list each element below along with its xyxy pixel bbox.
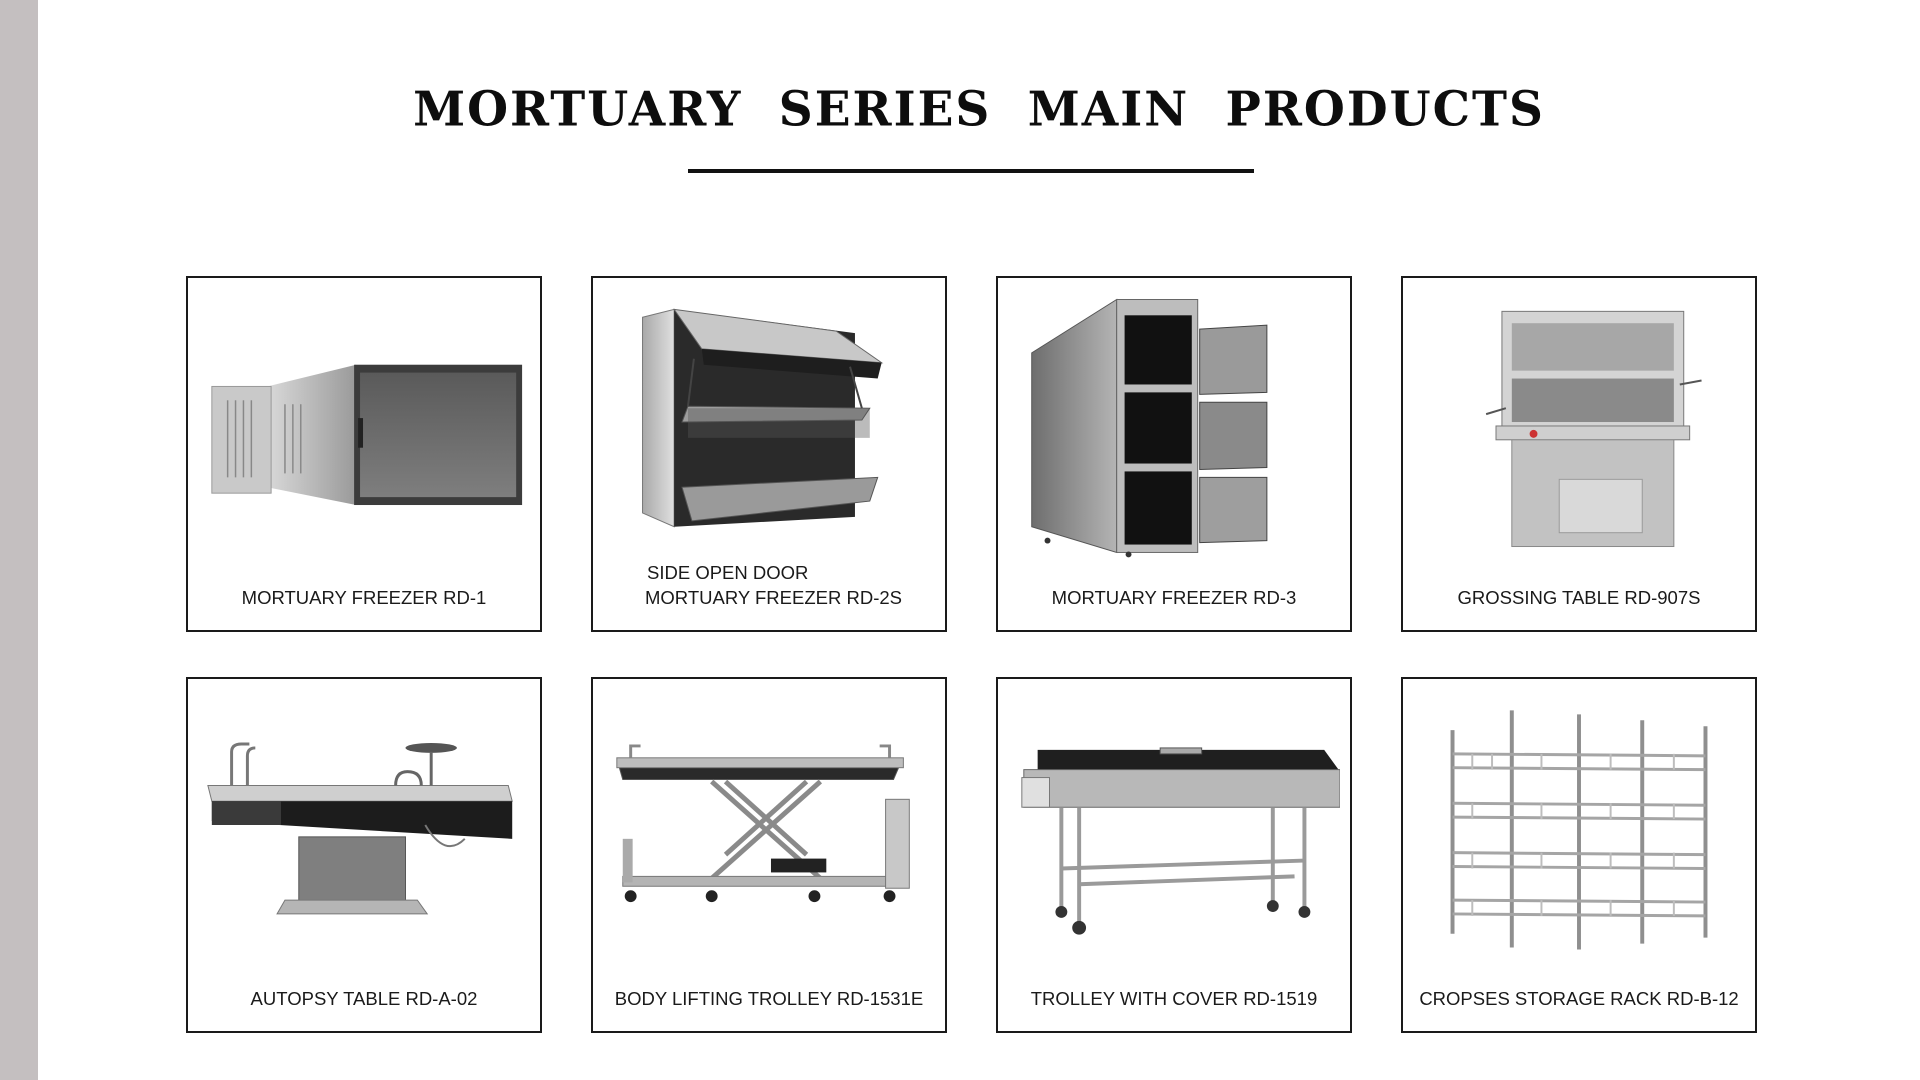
page-title: MORTUARY SERIES MAIN PRODUCTS bbox=[413, 81, 1545, 138]
side-open-freezer-icon bbox=[603, 288, 935, 560]
covered-trolley-icon bbox=[1008, 689, 1340, 961]
product-label: AUTOPSY TABLE RD-A-02 bbox=[250, 988, 478, 1009]
product-card-rd-b-12[interactable] bbox=[1401, 677, 1757, 1033]
product-card-rd-907s[interactable] bbox=[1401, 276, 1757, 632]
grossing-table-icon bbox=[1413, 288, 1745, 560]
product-card-rd-2s[interactable] bbox=[591, 276, 947, 632]
lifting-trolley-icon bbox=[603, 689, 935, 961]
product-label-line2: MORTUARY FREEZER RD-2S bbox=[645, 587, 902, 608]
product-card-rd-1519[interactable] bbox=[996, 677, 1352, 1033]
product-card-rd-1[interactable] bbox=[186, 276, 542, 632]
autopsy-table-icon bbox=[198, 689, 530, 961]
storage-rack-icon bbox=[1413, 689, 1745, 961]
side-accent-bar bbox=[0, 0, 38, 1080]
product-label: MORTUARY FREEZER RD-1 bbox=[241, 587, 487, 608]
product-card-rd-1531e[interactable] bbox=[591, 677, 947, 1033]
product-card-rd-3[interactable] bbox=[996, 276, 1352, 632]
product-grid bbox=[186, 276, 1758, 1034]
product-label: MORTUARY FREEZER RD-3 bbox=[1051, 587, 1297, 608]
product-label: BODY LIFTING TROLLEY RD-1531E bbox=[614, 988, 924, 1009]
product-label: TROLLEY WITH COVER RD-1519 bbox=[1030, 988, 1318, 1009]
single-door-freezer-icon bbox=[198, 288, 530, 560]
product-card-rd-a-02[interactable] bbox=[186, 677, 542, 1033]
product-label-line1: SIDE OPEN DOOR bbox=[647, 562, 809, 583]
product-label: CROPSES STORAGE RACK RD-B-12 bbox=[1419, 988, 1739, 1009]
title-underline bbox=[688, 169, 1254, 173]
product-label bbox=[645, 560, 945, 610]
product-label: GROSSING TABLE RD-907S bbox=[1457, 587, 1701, 608]
three-door-freezer-icon bbox=[1008, 288, 1340, 560]
